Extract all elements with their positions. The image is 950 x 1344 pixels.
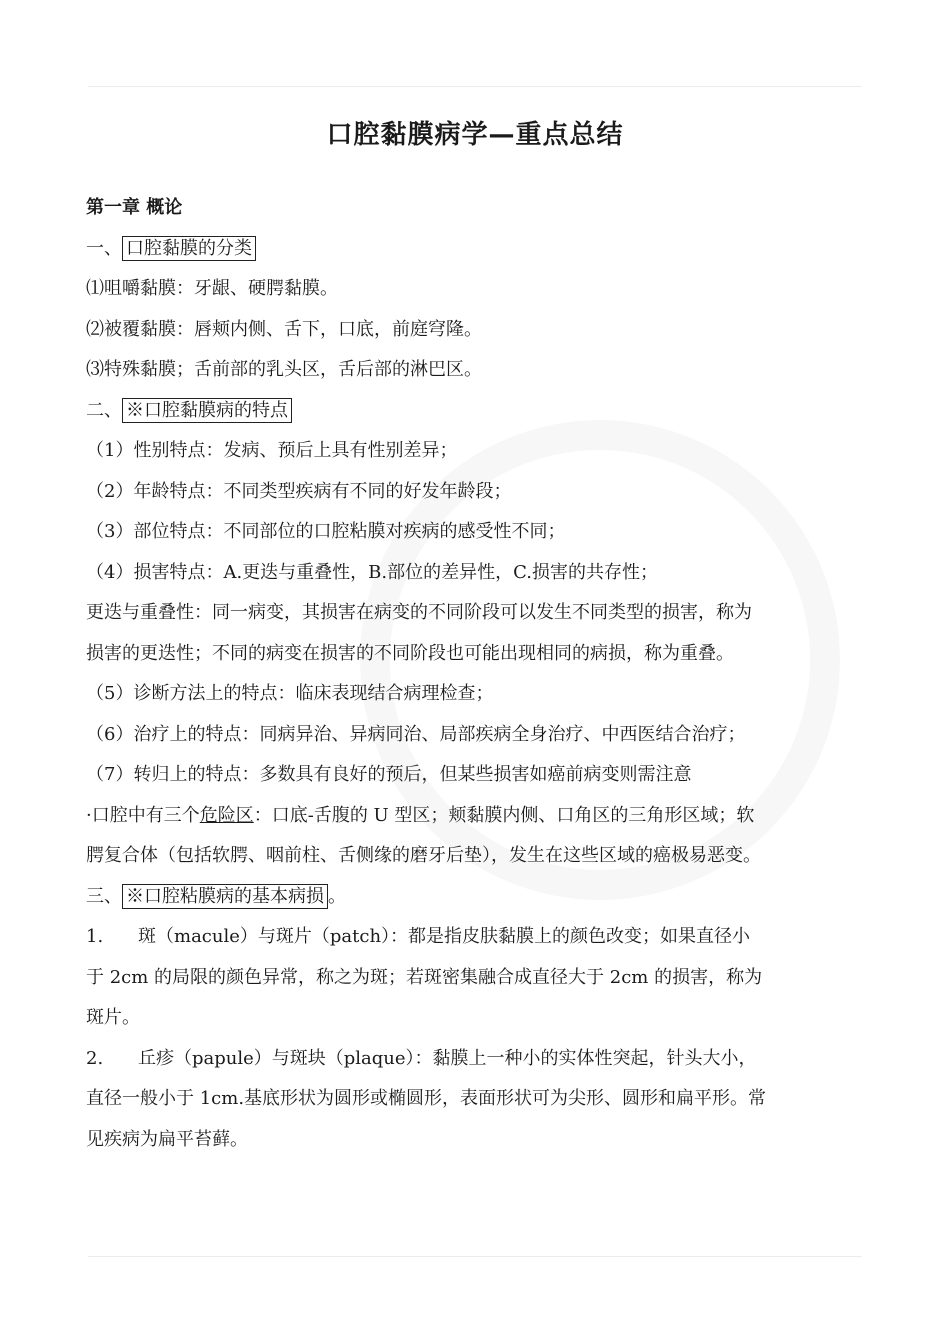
section-heading-3: 三、 ※口腔粘膜病的基本病损 。 [86, 885, 346, 907]
numbered-item-1: 1. 斑（macule）与斑片（patch）：都是指皮肤黏膜上的颜色改变；如果直径小 [86, 917, 868, 958]
numbered-item-2: 2. 丘疹（papule）与斑块（plaque）：黏膜上一种小的实体性突起，针头大小， [86, 1039, 868, 1080]
section-prefix: 二、 [86, 399, 122, 421]
list-item: （2）年龄特点：不同类型疾病有不同的好发年龄段； [86, 480, 512, 502]
item-number: 2. [86, 1047, 104, 1069]
chapter-heading: 第一章 概论 [86, 197, 183, 218]
list-item: ⑵被覆黏膜：唇颊内侧、舌下，口底，前庭穹隆。 [86, 318, 482, 340]
section-prefix: 三、 [86, 885, 122, 907]
list-item: （7）转归上的特点：多数具有良好的预后，但某些损害如癌前病变则需注意 [86, 764, 692, 785]
paragraph-line: 于 2cm 的局限的颜色异常，称之为斑；若斑密集融合成直径大于 2cm 的损害，称为 [86, 966, 763, 988]
paragraph-line: 损害的更迭性；不同的病变在损害的不同阶段也可能出现相同的病损，称为重叠。 [86, 642, 734, 664]
list-item: ⑴咀嚼黏膜：牙龈、硬腭黏膜。 [86, 278, 338, 299]
section-prefix: 一、 [86, 237, 122, 259]
paragraph-line: 见疾病为扁平苔藓。 [86, 1128, 248, 1150]
document-body [86, 188, 868, 1160]
paragraph-line: 更迭与重叠性：同一病变，其损害在病变的不同阶段可以发生不同类型的损害，称为 [86, 602, 752, 623]
top-divider [88, 86, 862, 87]
list-item: （6）治疗上的特点：同病异治、异病同治、局部疾病全身治疗、中西医结合治疗； [86, 723, 746, 745]
list-item: （4）损害特点：A.更迭与重叠性，B.部位的差异性，C.损害的共存性； [86, 561, 658, 583]
section-heading-1 [86, 229, 868, 270]
danger-zone-line: ·口腔中有三个危险区：口底-舌腹的 U 型区；颊黏膜内侧、口角区的三角形区域；软 [86, 804, 755, 826]
section-title-boxed: 口腔黏膜的分类 [122, 236, 256, 261]
list-item: （5）诊断方法上的特点：临床表现结合病理检查； [86, 683, 494, 704]
section-heading-2 [86, 391, 868, 432]
paragraph-line: 直径一般小于 1cm.基底形状为圆形或椭圆形，表面形状可为尖形、圆形和扁平形。常 [86, 1088, 767, 1109]
paragraph-line: 斑片。 [86, 1007, 140, 1028]
item-number: 1. [86, 926, 104, 947]
bottom-divider [88, 1256, 862, 1257]
list-item: （3）部位特点：不同部位的口腔粘膜对疾病的感受性不同； [86, 521, 566, 542]
section-title-boxed: ※口腔黏膜病的特点 [122, 398, 292, 423]
list-item: （1）性别特点：发病、预后上具有性别差异； [86, 440, 458, 461]
list-item: ⑶特殊黏膜；舌前部的乳头区，舌后部的淋巴区。 [86, 359, 482, 380]
paragraph-line: 腭复合体（包括软腭、咽前柱、舌侧缘的磨牙后垫），发生在这些区域的癌极易恶变。 [86, 845, 761, 866]
danger-zone-term: 危险区 [199, 804, 254, 826]
page-title: 口腔黏膜病学—重点总结 [326, 120, 624, 150]
section-title-boxed: ※口腔粘膜病的基本病损 [122, 884, 328, 909]
